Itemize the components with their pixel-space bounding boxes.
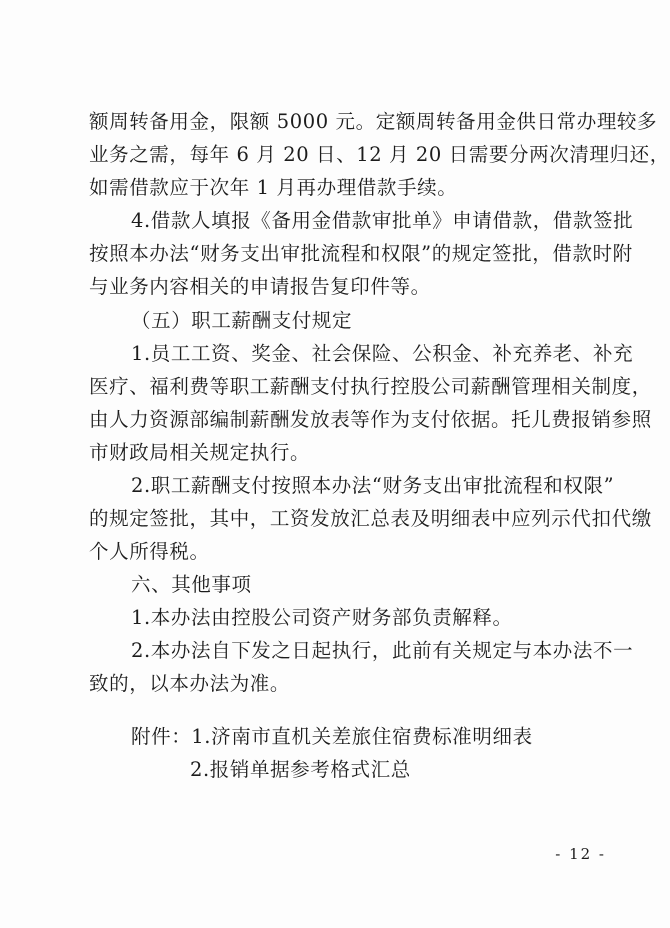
paragraph-line: 市财政局相关规定执行。 xyxy=(89,441,311,464)
paragraph-line: 额周转备用金，限额 5000 元。定额周转备用金供日常办理较多 xyxy=(89,110,658,133)
paragraph-line: 如需借款应于次年 1 月再办理借款手续。 xyxy=(89,176,458,199)
paragraph-line: 2.职工薪酬支付按照本办法“财务支出审批流程和权限” xyxy=(131,474,615,497)
paragraph-line: 1.本办法由控股公司资产财务部负责解释。 xyxy=(131,606,513,629)
paragraph-line: 的规定签批，其中，工资发放汇总表及明细表中应列示代扣代缴 xyxy=(89,507,652,530)
paragraph-line: 4.借款人填报《备用金借款审批单》申请借款，借款签批 xyxy=(131,209,634,232)
paragraph-line: 2.本办法自下发之日起执行，此前有关规定与本办法不一 xyxy=(131,639,634,662)
section-heading: （五）职工薪酬支付规定 xyxy=(131,309,353,332)
paragraph-line: 按照本办法“财务支出审批流程和权限”的规定签批，借款时附 xyxy=(89,242,633,265)
paragraph-line: 与业务内容相关的申请报告复印件等。 xyxy=(89,275,431,298)
paragraph-line: 1.员工工资、奖金、社会保险、公积金、补充养老、补充 xyxy=(131,342,634,365)
attachment-line: 2.报销单据参考格式汇总 xyxy=(190,758,411,781)
paragraph-line: 医疗、福利费等职工薪酬支付执行控股公司薪酬管理相关制度， xyxy=(89,375,652,398)
paragraph-line: 业务之需，每年 6 月 20 日、12 月 20 日需要分两次清理归还， xyxy=(89,143,670,166)
page-number: - 12 - xyxy=(555,845,606,863)
paragraph-line: 致的，以本办法为准。 xyxy=(89,672,291,695)
paragraph-line: 由人力资源部编制薪酬发放表等作为支付依据。托儿费报销参照 xyxy=(89,408,652,431)
paragraph-line: 个人所得税。 xyxy=(89,540,210,563)
attachment-line: 附件：1.济南市直机关差旅住宿费标准明细表 xyxy=(131,725,533,748)
section-heading: 六、其他事项 xyxy=(131,573,252,596)
